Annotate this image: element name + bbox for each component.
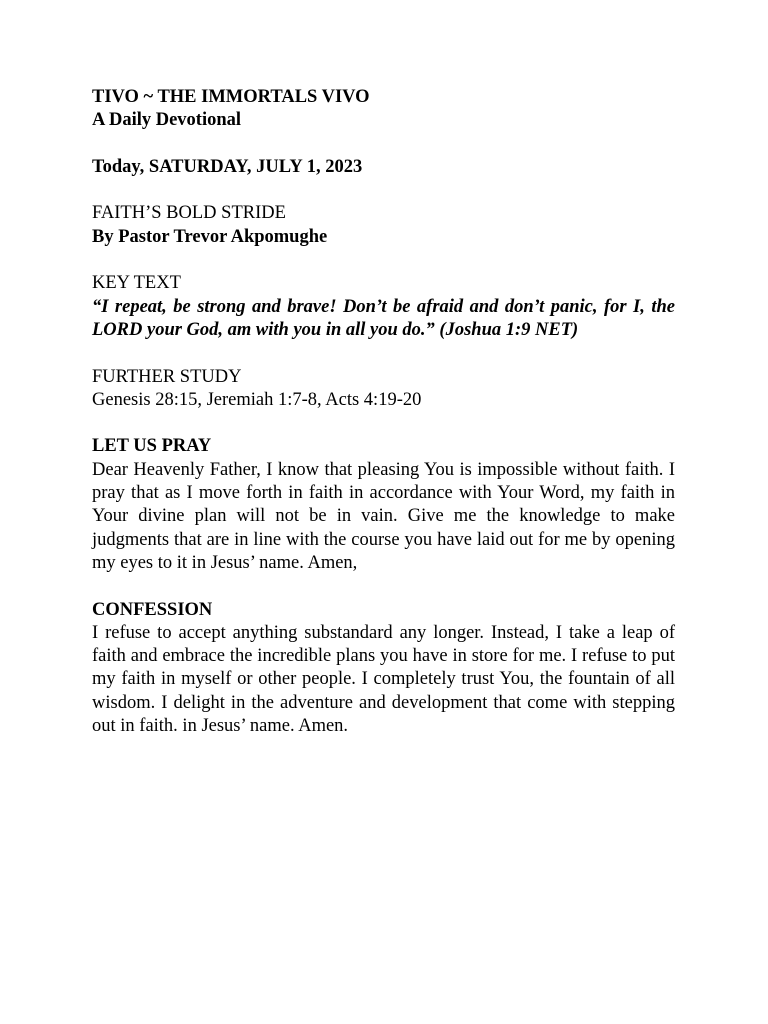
- document-page: [92, 86, 675, 738]
- spacer: [92, 412, 675, 435]
- key-text-heading: KEY TEXT: [92, 273, 181, 294]
- spacer: [92, 342, 675, 365]
- spacer: [92, 133, 675, 156]
- spacer: [92, 575, 675, 598]
- spacer: [92, 179, 675, 202]
- document-title: TIVO ~ THE IMMORTALS VIVO: [92, 87, 370, 107]
- spacer: [92, 249, 675, 272]
- devotional-author: By Pastor Trevor Akpomughe: [92, 226, 328, 247]
- devotional-title: FAITH’S BOLD STRIDE: [92, 203, 286, 224]
- confession-body: I refuse to accept anything substandard any longer. Instead, I take a leap of faith and embrace the incredible plans you have in store for me. I refuse to put my faith in myself or other people. I completely trust You, the fountain of all wisdom. I delight in the adventure and development that come with stepping out in faith. in Jesus’ name. Amen.: [92, 622, 675, 737]
- prayer-body: Dear Heavenly Father, I know that pleasing You is impossible without faith. I pray that as I move forth in faith in accordance with Your Word, my faith in Your divine plan will not be in vain. Give me the knowledge to make judgments that are in line with the course you have laid out for me by opening my eyes to it in Jesus’ name. Amen,: [92, 459, 675, 573]
- prayer-heading: LET US PRAY: [92, 436, 212, 457]
- devotional-date: Today, SATURDAY, JULY 1, 2023: [92, 156, 363, 177]
- document-subtitle: A Daily Devotional: [92, 110, 242, 131]
- confession-heading: CONFESSION: [92, 599, 213, 620]
- further-study-body: Genesis 28:15, Jeremiah 1:7-8, Acts 4:19-20: [92, 389, 422, 410]
- key-text-body: “I repeat, be strong and brave! Don’t be afraid and don’t panic, for I, the LORD your God, am with you in all you do.” (Joshua 1:9 NET): [92, 296, 675, 340]
- further-study-heading: FURTHER STUDY: [92, 366, 242, 387]
